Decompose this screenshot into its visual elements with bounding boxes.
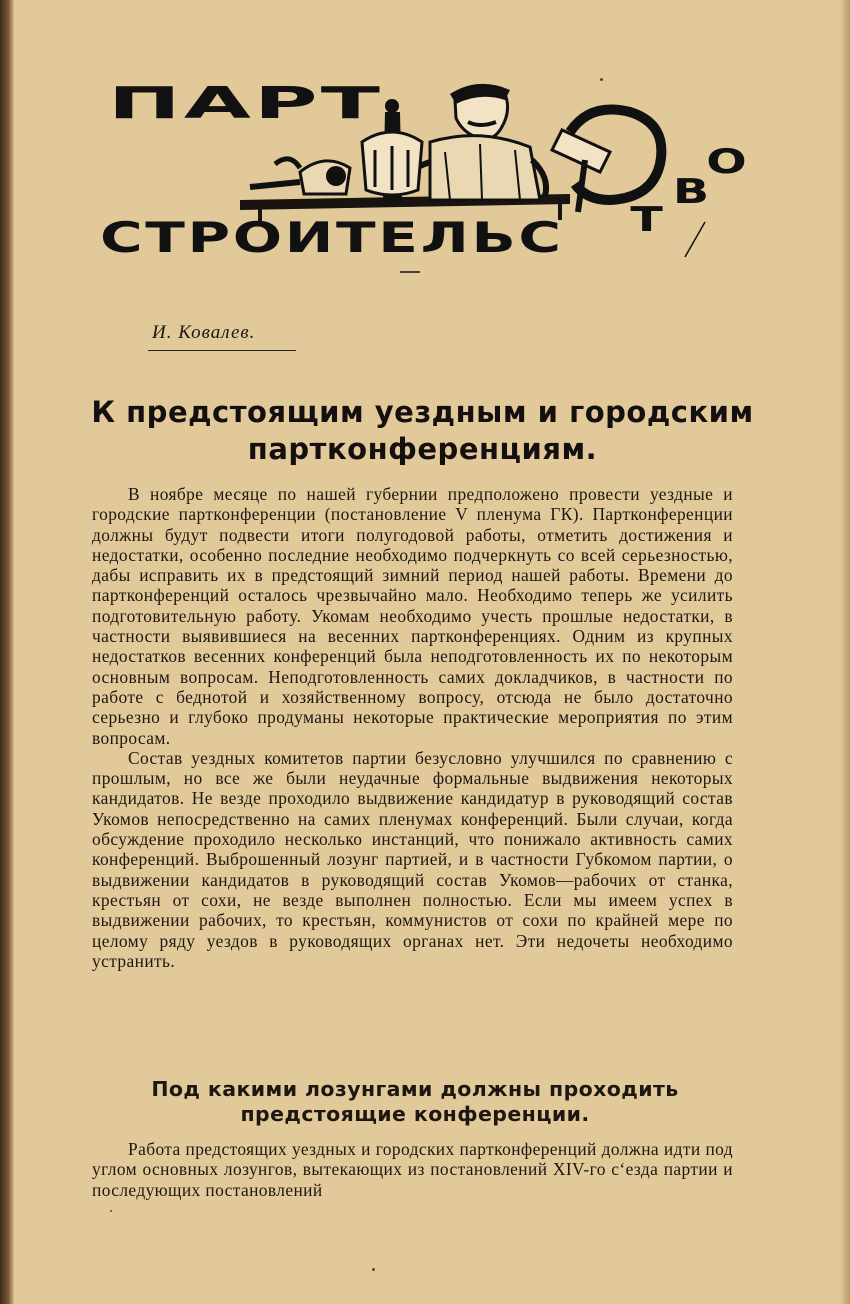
masthead-letter-t: Т	[630, 200, 663, 240]
masthead-word-stroitels: СТРОИТЕЛЬС	[100, 214, 564, 263]
paper-speck	[600, 78, 603, 81]
paper-speck	[372, 1268, 375, 1271]
masthead-letter-v: В	[672, 172, 710, 212]
article-title: К предстоящим уездным и городским партконференциям.	[91, 395, 754, 466]
paragraph: В ноябре месяце по нашей губернии предположено провести уездные и городские партконференции (постановление V пленума ГК). Партконференции должны будут подвести итоги полугодовой работы, отметить достижения и недостатки, особенно последние необходимо подчеркнуть со всей серьезностью, дабы исправить их в предстоящий зимний период нашей работы. Времени до партконференций осталось чрезвычайно мало. Необходимо теперь же усилить подготовительную работу. Укомам необходимо учесть прошлые недостатки, в частности выявившиеся на весенних партконференциях. Одним из крупных недостатков весенних конференций была неподготовленность их по некоторым основным вопросам. Неподготовленность самих докладчиков, в частности по работе с беднотой и хозяйственному вопросу, отсюда не было достаточно серьезно и глубоко продуманы некоторые практические мероприятия по этим вопросам.	[92, 484, 733, 748]
section-body	[92, 1139, 733, 1200]
article-body	[92, 484, 733, 971]
masthead-word-part: ПАРТ	[108, 78, 384, 129]
paragraph: Состав уездных комитетов партии безусловно улучшился по сравнению с прошлым, но все же были неудачные формальные выдвижения некоторых кандидатов. Не везде проходило выдвижение кандидатур в руководящий состав Укомов непосредственно на самих пленумах конференций. Были случаи, когда обсуждение проходило несколько инстанций, что понижало активность самих конференций. Выброшенный лозунг партией, и в частности Губкомом партии, о выдвижении кандидатов в руководящий состав Укомов—рабочих от станка, крестьян от сохи, не везде выполнен полностью. Если мы имеем успех в выдвижении рабочих, то крестьян, коммунистов от сохи по крайней мере по целому ряду уездов в руководящих органах нет. Эти недочеты необходимо устранить.	[92, 747, 733, 971]
masthead-letter-o: О	[706, 142, 747, 182]
page-binding-edge	[0, 0, 14, 1304]
page-right-edge	[840, 0, 850, 1304]
section-heading: Под какими лозунгами должны проходить предстоящие конференции.	[151, 1077, 679, 1126]
masthead-illustration	[100, 72, 750, 277]
paper-speck	[110, 1210, 112, 1212]
paragraph: Работа предстоящих уездных и городских партконференций должна идти под углом основных лозунгов, вытекающих из постановлений XIV-го с‘езда партии и последующих постановлений	[92, 1139, 733, 1200]
author-name: И. Ковалев.	[148, 322, 296, 351]
